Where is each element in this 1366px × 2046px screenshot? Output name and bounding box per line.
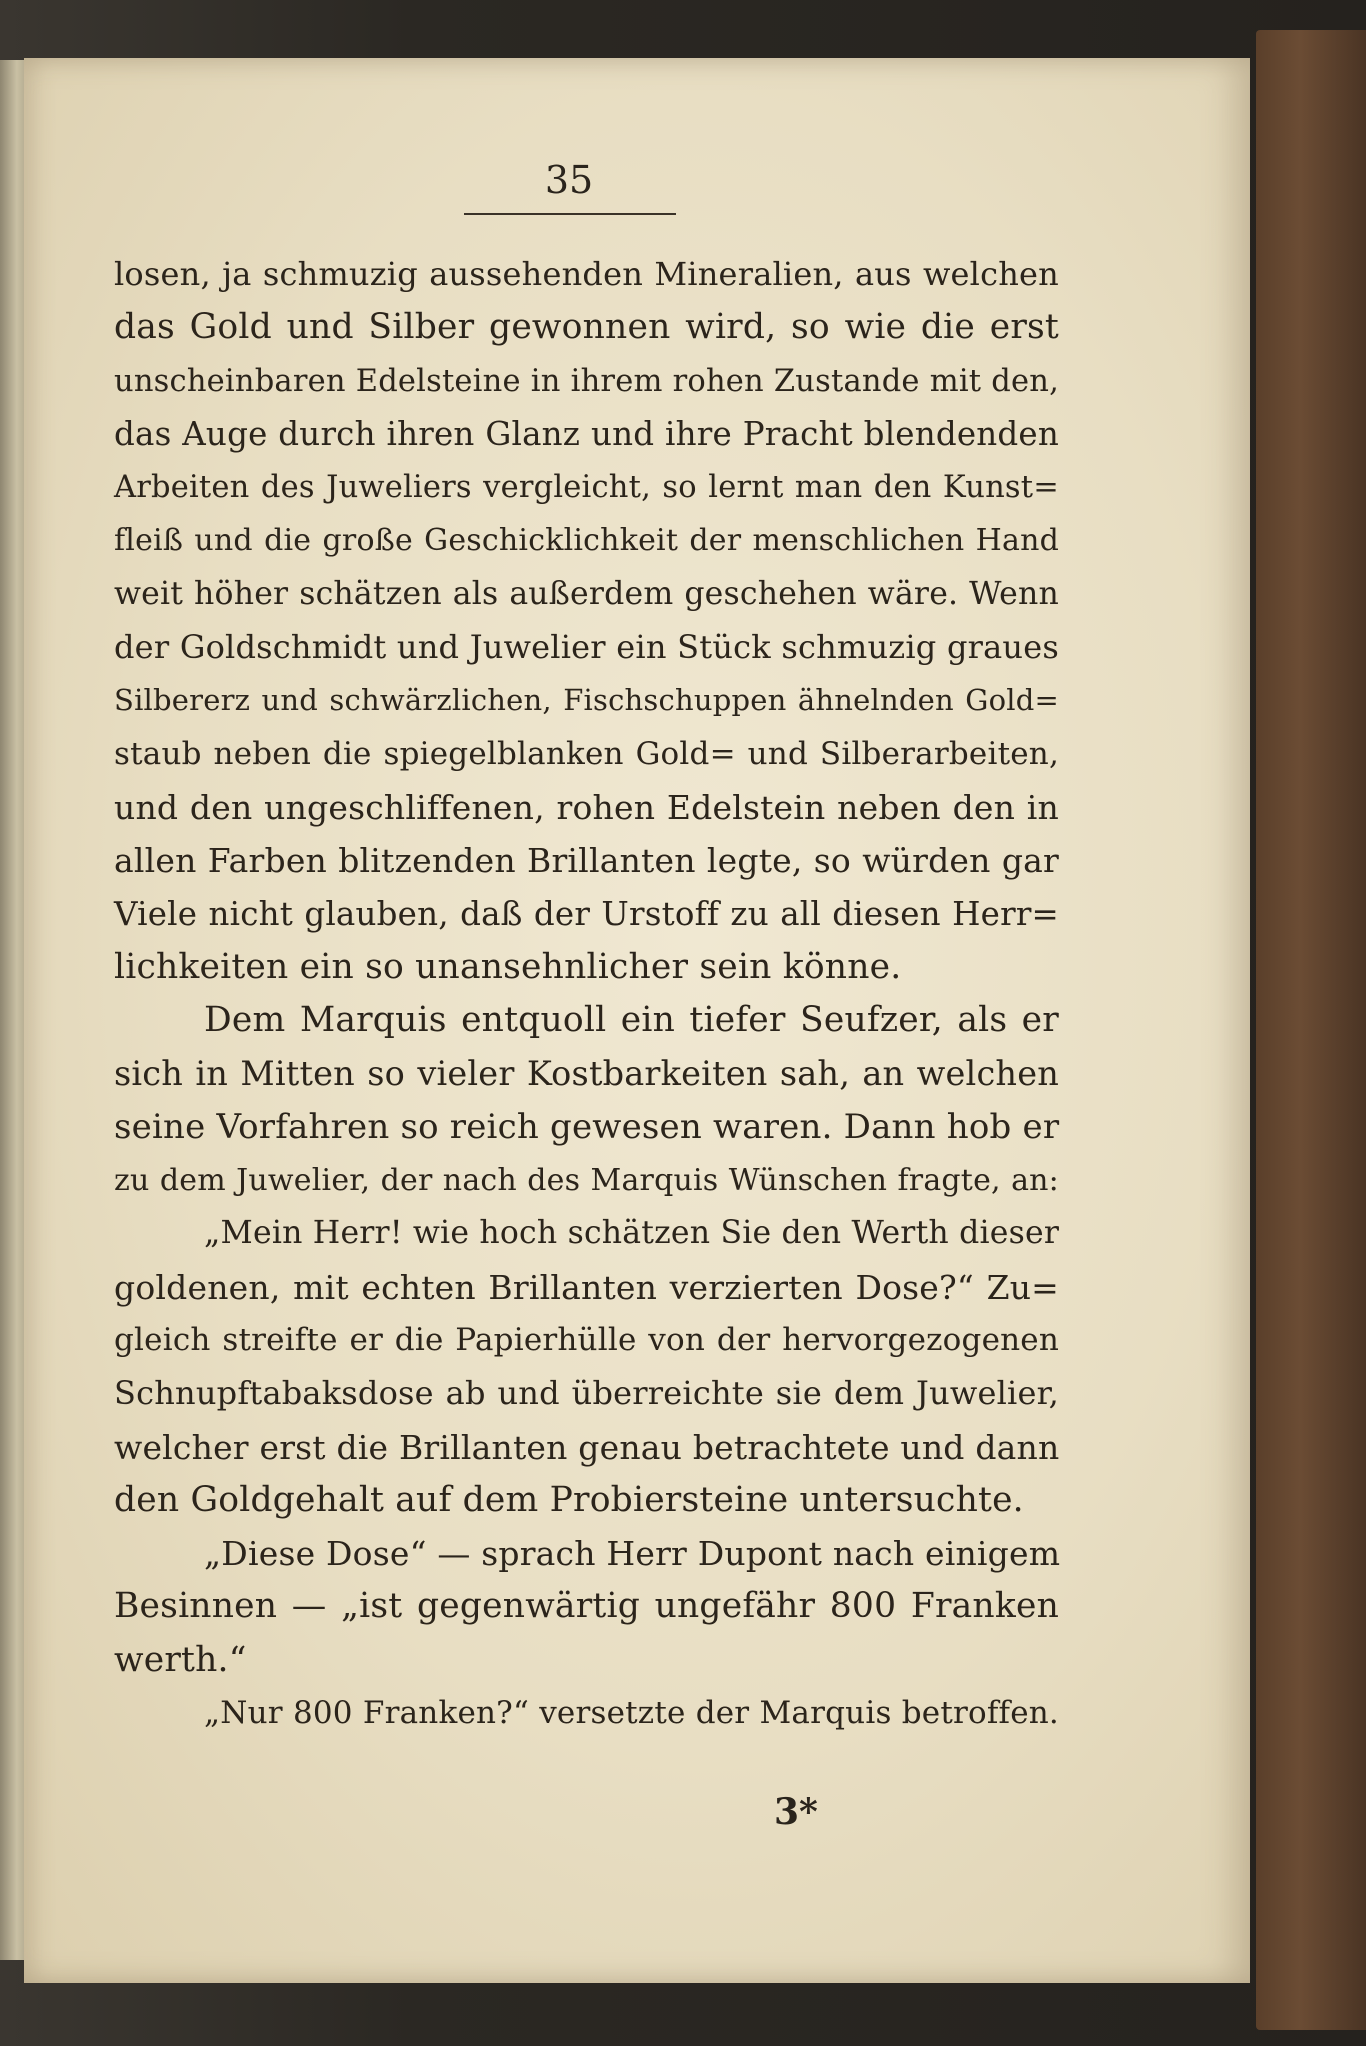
body-text — [114, 248, 1059, 1740]
text-line: zu dem Juwelier, der nach des Marquis Wünschen fragte, an: — [114, 1163, 1059, 1199]
text-line: Silbererz und schwärzlichen, Fischschuppen ähnelnden Gold= — [114, 683, 1059, 718]
text-line: gleich streifte er die Papierhülle von der hervorgezogenen — [114, 1321, 1059, 1358]
text-line: unscheinbaren Edelsteine in ihrem rohen Zustande mit den, — [114, 363, 1059, 399]
book-page — [24, 58, 1250, 1983]
text-line: goldenen, mit echten Brillanten verzierten Dose?“ Zu= — [114, 1267, 1059, 1307]
text-line: lichkeiten ein so unansehnlicher sein könne. — [114, 946, 902, 987]
header-rule — [464, 213, 676, 215]
text-line: allen Farben blitzenden Brillanten legte, so würden gar — [114, 841, 1059, 881]
text-line: den Goldgehalt auf dem Probiersteine untersuchte. — [114, 1479, 1024, 1520]
text-line: weit höher schätzen als außerdem geschehen wäre. Wenn — [114, 575, 1059, 612]
text-line: fleiß und die große Geschicklichkeit der menschlichen Hand — [114, 523, 1059, 559]
text-line: staub neben die spiegelblanken Gold= und Silberarbeiten, — [114, 735, 1059, 772]
text-line: welcher erst die Brillanten genau betrachtete und dann — [114, 1427, 1060, 1467]
text-line: seine Vorfahren so reich gewesen waren. Dann hob er — [114, 1106, 1060, 1147]
text-line: Dem Marquis entquoll ein tiefer Seufzer, als er — [204, 1000, 1059, 1041]
text-line: „Mein Herr! wie hoch schätzen Sie den Werth dieser — [204, 1215, 1060, 1252]
text-line: das Gold und Silber gewonnen wird, so wie die erst — [114, 307, 1059, 348]
text-line: der Goldschmidt und Juwelier ein Stück schmuzig graues — [114, 628, 1059, 667]
text-line: Schnupftabaksdose ab und überreichte sie dem Juwelier, — [114, 1374, 1059, 1413]
text-line: Viele nicht glauben, daß der Urstoff zu all diesen Herr= — [114, 894, 1059, 933]
page-number: 35 — [544, 158, 594, 202]
text-line: das Auge durch ihren Glanz und ihre Pracht blendenden — [114, 414, 1059, 453]
text-line: losen, ja schmuzig aussehenden Mineralien, aus welchen — [114, 255, 1059, 293]
book-cover-board — [1256, 30, 1366, 2030]
text-line: „Diese Dose“ — sprach Herr Dupont nach einigem — [204, 1534, 1061, 1574]
text-line: Arbeiten des Juweliers vergleicht, so lernt man den Kunst= — [114, 470, 1059, 506]
text-line: „Nur 800 Franken?“ versetzte der Marquis betroffen. — [204, 1695, 1059, 1732]
text-line: und den ungeschliffenen, rohen Edelstein neben den in — [114, 787, 1059, 827]
text-line: werth.“ — [114, 1639, 247, 1680]
signature-mark: 3* — [774, 1791, 818, 1833]
text-line: Besinnen — „ist gegenwärtig ungefähr 800 Franken — [114, 1586, 1059, 1627]
text-line: sich in Mitten so vieler Kostbarkeiten sah, an welchen — [114, 1054, 1059, 1094]
